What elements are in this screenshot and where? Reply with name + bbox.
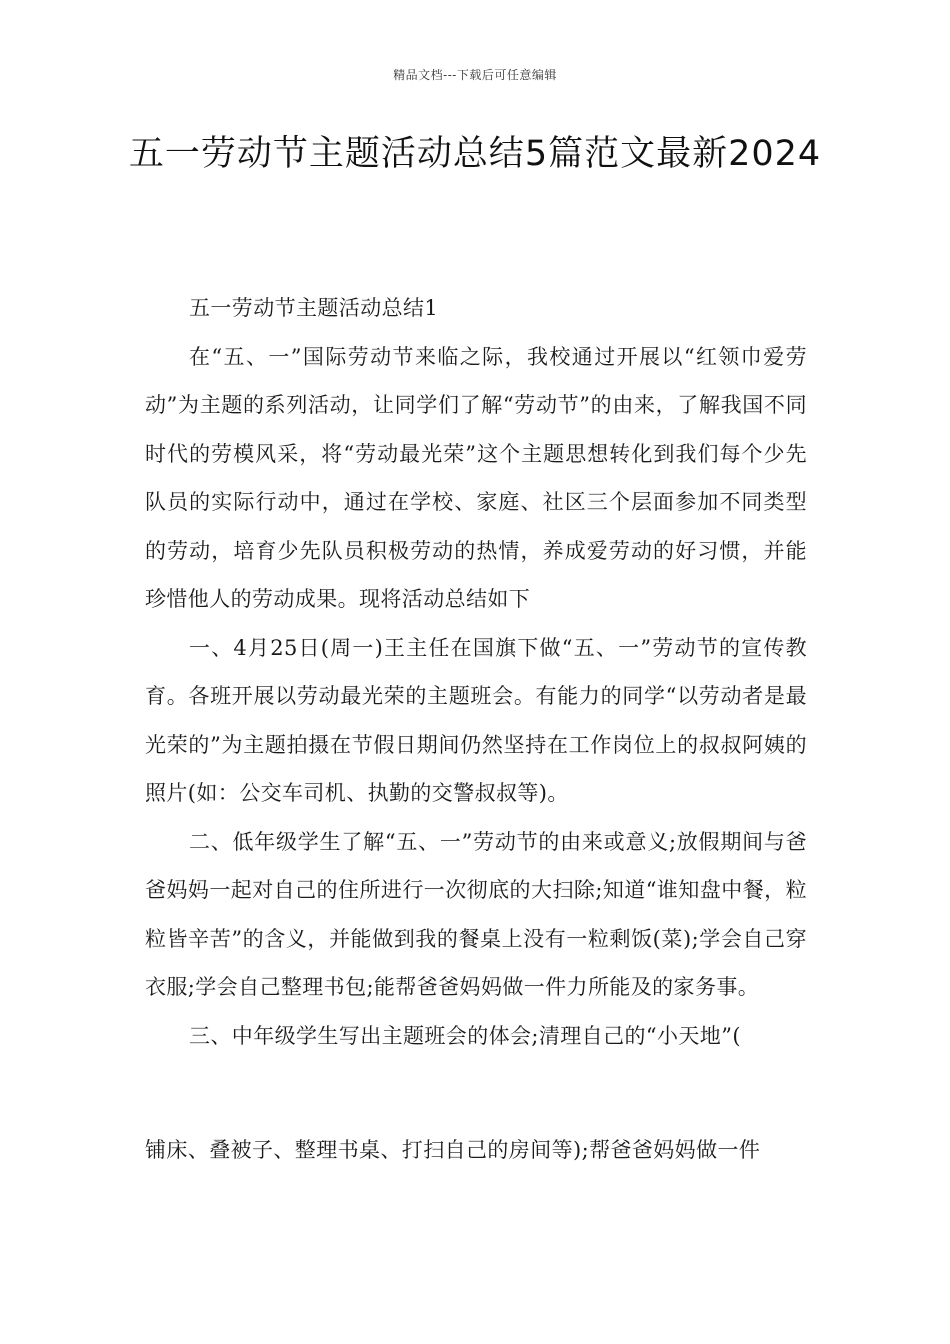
document-body <box>145 284 807 1175</box>
header-note: 精品文档---下载后可任意编辑 <box>393 68 557 82</box>
paragraph-intro: 在“五、一”国际劳动节来临之际，我校通过开展以“红领巾爱劳动”为主题的系列活动，让同学们了解“劳动节”的由来，了解我国不同时代的劳模风采，将“劳动最光荣”这个主题思想转化到我们每个少先队员的实际行动中，通过在学校、家庭、社区三个层面参加不同类型的劳动，培育少先队员积极劳动的热情，养成爱劳动的好习惯，并能珍惜他人的劳动成果。现将活动总结如下 <box>145 344 807 611</box>
section-heading: 五一劳动节主题活动总结1 <box>189 296 439 320</box>
paragraph-continuation: 铺床、叠被子、整理书桌、打扫自己的房间等);帮爸爸妈妈做一件 <box>145 1138 761 1162</box>
paragraph-item-2: 二、低年级学生了解“五、一”劳动节的由来或意义;放假期间与爸爸妈妈一起对自己的住所进行一次彻底的大扫除;知道“谁知盘中餐，粒粒皆辛苦”的含义，并能做到我的餐桌上没有一粒剩饭(菜);学会自己穿衣服;学会自己整理书包;能帮爸爸妈妈做一件力所能及的家务事。 <box>145 829 807 999</box>
document-title: 五一劳动节主题活动总结5篇范文最新2024 <box>128 134 822 174</box>
paragraph-item-3: 三、中年级学生写出主题班会的体会;清理自己的“小天地”( <box>189 1023 741 1048</box>
paragraph-item-1: 一、4月25日(周一)王主任在国旗下做“五、一”劳动节的宣传教育。各班开展以劳动最光荣的主题班会。有能力的同学“以劳动者是最光荣的”为主题拍摄在节假日期间仍然坚持在工作岗位上的叔叔阿姨的照片(如：公交车司机、执勤的交警叔叔等)。 <box>145 635 807 805</box>
